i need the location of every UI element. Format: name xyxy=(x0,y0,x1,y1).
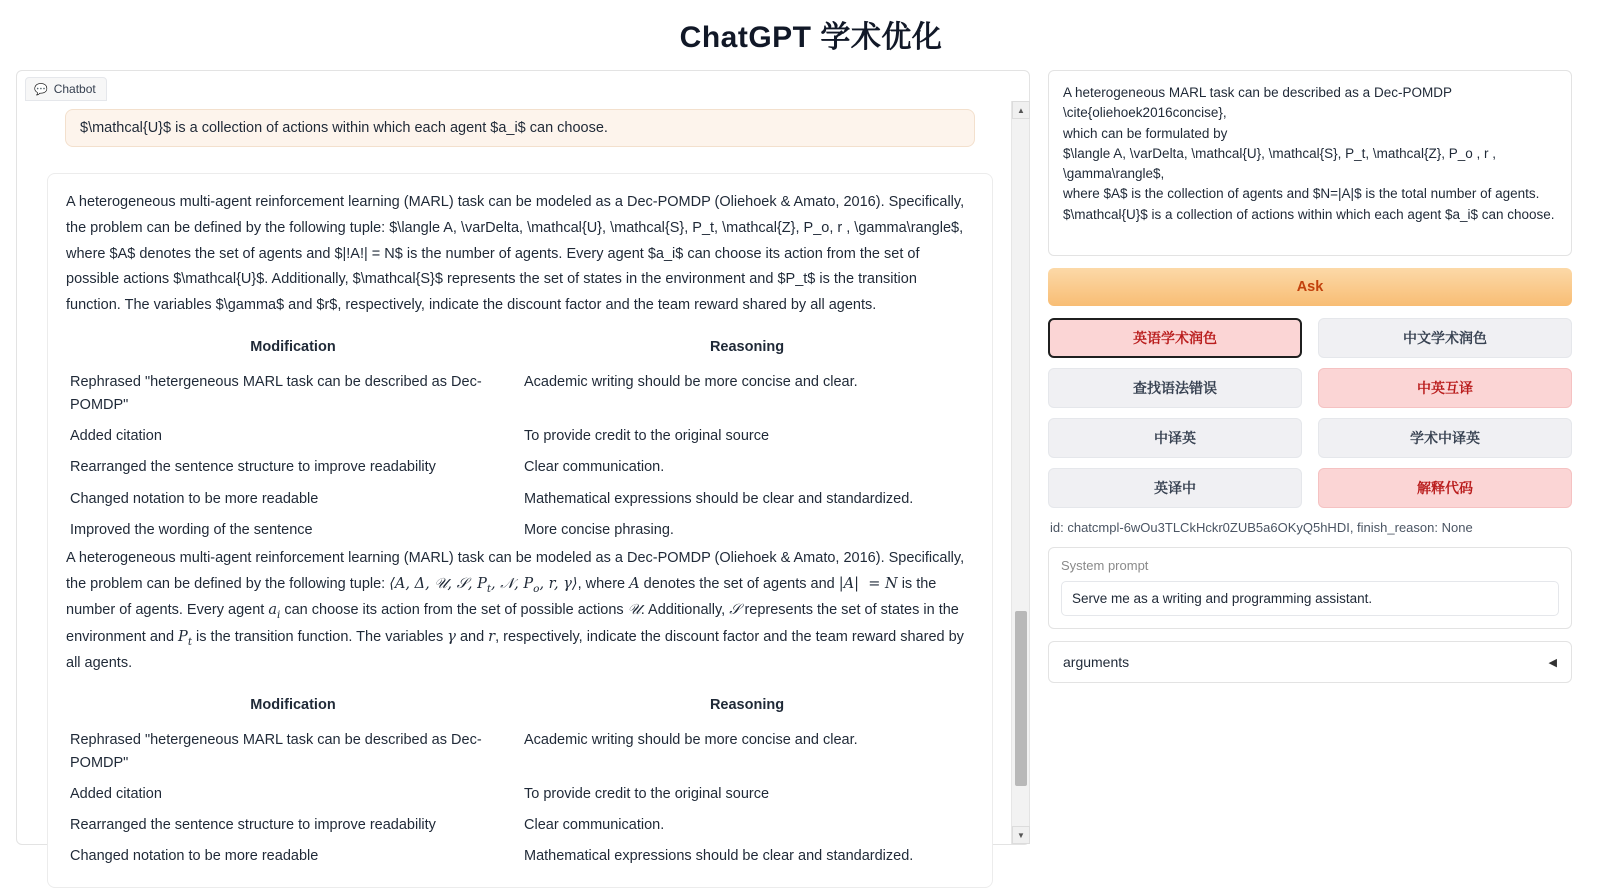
function-button-zh-to-en[interactable]: 中译英 xyxy=(1048,418,1302,458)
message-paragraph-rendered: A heterogeneous multi-agent reinforcement learning (MARL) task can be modeled as a Dec-POMDP (Oliehoek & Amato, 2016). Specifically, the problem can be defined by the following tuple: ⟨A, Δ, 𝒰, 𝒮, $P_t$, 𝒩, $P_o$, r, γ⟩, where A denotes the set of agents and |A| = N is the number of agents. Every agent $a_i$ can choose its action from the set of possible actions 𝒰. Additionally, 𝒮 represents the set of states in the environment and $P_t$ is the transition function. The variables γ and r, respectively, indicate the discount factor and the team reward shared by all agents. xyxy=(66,549,965,672)
message-bubble-raw xyxy=(47,173,993,888)
table-row xyxy=(66,725,974,779)
function-button-zh-en-translate[interactable]: 中英互译 xyxy=(1318,368,1572,408)
page-title: ChatGPT 学术优化 xyxy=(679,21,943,54)
chevron-left-icon[interactable]: ◀ xyxy=(1548,656,1557,669)
status-text: id: chatcmpl-6wOu3TLCkHckr0ZUB5a6OKyQ5hHDI, finish_reason: None xyxy=(1050,520,1473,535)
message-text: $\mathcal{U}$ is a collection of actions within which each agent $a_i$ can choose. xyxy=(80,120,608,136)
app-root xyxy=(0,70,1622,865)
system-prompt-input[interactable] xyxy=(1061,581,1559,616)
cell-modification: Added citation xyxy=(70,428,162,445)
modification-table-rendered xyxy=(66,691,974,873)
cell-modification: Improved the wording of the sentence xyxy=(70,521,313,538)
scroll-down-arrow-icon[interactable]: ▼ xyxy=(1012,826,1030,844)
function-button-english-polish[interactable]: 英语学术润色 xyxy=(1048,318,1302,358)
function-button-find-grammar-errors[interactable]: 查找语法错误 xyxy=(1048,368,1302,408)
modification-table-raw xyxy=(66,333,974,546)
chat-scroll-area xyxy=(17,101,1011,865)
table-row xyxy=(66,484,974,515)
system-prompt-group xyxy=(1048,547,1572,629)
column-header-modification: Modification xyxy=(250,696,336,713)
cell-modification: Rearranged the sentence structure to improve readability xyxy=(70,459,436,476)
scroll-up-arrow-icon[interactable]: ▲ xyxy=(1012,101,1030,119)
message-bubble-user-top xyxy=(65,109,975,147)
arguments-accordion[interactable] xyxy=(1048,641,1572,683)
cell-modification: Changed notation to be more readable xyxy=(70,848,319,865)
cell-reasoning: Mathematical expressions should be clear and standardized. xyxy=(524,490,914,507)
tab-chatbot-label: Chatbot xyxy=(53,82,96,96)
message-paragraph-raw: A heterogeneous multi-agent reinforcement learning (MARL) task can be modeled as a Dec-POMDP (Oliehoek & Amato, 2016). Specifically, the problem can be defined by the following tuple: $\langle A, \varDelta, \mathcal{U}, \mathcal{S}, P_t, \mathcal{Z}, P_o, r , \gamma\rangle$, where $A$ denotes the set of agents and $|!A!| = N$ is the number of agents. Every agent $a_i$ can choose its action from the set of possible actions $\mathcal{U}$. Additionally, $\mathcal{S}$ represents the set of states in the environment and $P_t$ is the transition function. The variables $\gamma$ and $r$, respectively, indicate the discount factor and the team reward shared by all agents. xyxy=(66,194,965,314)
cell-reasoning: To provide credit to the original source xyxy=(524,786,770,803)
column-header-reasoning: Reasoning xyxy=(709,338,785,355)
table-row xyxy=(66,367,974,421)
cell-reasoning: Academic writing should be more concise and clear. xyxy=(524,731,858,748)
chatbot-panel xyxy=(16,70,1030,865)
table-header-row xyxy=(66,333,974,367)
tab-chatbot[interactable] xyxy=(25,77,107,101)
function-button-explain-code[interactable]: 解释代码 xyxy=(1318,468,1572,508)
cell-reasoning: More concise phrasing. xyxy=(524,521,674,538)
function-button-grid xyxy=(1048,318,1572,508)
column-header-modification: Modification xyxy=(250,338,336,355)
chatbot-tab-bar xyxy=(17,71,1029,99)
table-row xyxy=(66,421,974,452)
cell-reasoning: Clear communication. xyxy=(524,459,665,476)
cell-modification: Added citation xyxy=(70,786,162,803)
cell-reasoning: Clear communication. xyxy=(524,817,665,834)
function-button-academic-zh-to-en[interactable]: 学术中译英 xyxy=(1318,418,1572,458)
system-prompt-label: System prompt xyxy=(1061,558,1149,573)
table-row xyxy=(66,841,974,872)
cell-reasoning: Academic writing should be more concise and clear. xyxy=(524,373,858,390)
function-button-en-to-zh[interactable]: 英译中 xyxy=(1048,468,1302,508)
ask-button[interactable]: Ask xyxy=(1048,268,1572,306)
control-sidebar xyxy=(1048,70,1572,683)
arguments-label: arguments xyxy=(1063,654,1130,670)
chat-icon: 💬 xyxy=(34,83,48,96)
scrollbar-thumb[interactable] xyxy=(1015,611,1027,786)
table-row xyxy=(66,779,974,810)
cell-modification: Rephrased "hetergeneous MARL task can be described as Dec-POMDP" xyxy=(70,373,482,413)
cell-reasoning: To provide credit to the original source xyxy=(524,428,770,445)
chat-scrollbar[interactable] xyxy=(1011,101,1029,844)
table-row xyxy=(66,452,974,483)
cell-modification: Rearranged the sentence structure to improve readability xyxy=(70,817,436,834)
cell-modification: Rephrased "hetergeneous MARL task can be described as Dec-POMDP" xyxy=(70,731,482,771)
prompt-input[interactable] xyxy=(1048,70,1572,256)
cell-reasoning: Mathematical expressions should be clear and standardized. xyxy=(524,848,914,865)
table-row xyxy=(66,810,974,841)
table-header-row xyxy=(66,691,974,725)
table-row xyxy=(66,515,974,546)
cell-modification: Changed notation to be more readable xyxy=(70,490,319,507)
function-button-chinese-polish[interactable]: 中文学术润色 xyxy=(1318,318,1572,358)
column-header-reasoning: Reasoning xyxy=(709,696,785,713)
